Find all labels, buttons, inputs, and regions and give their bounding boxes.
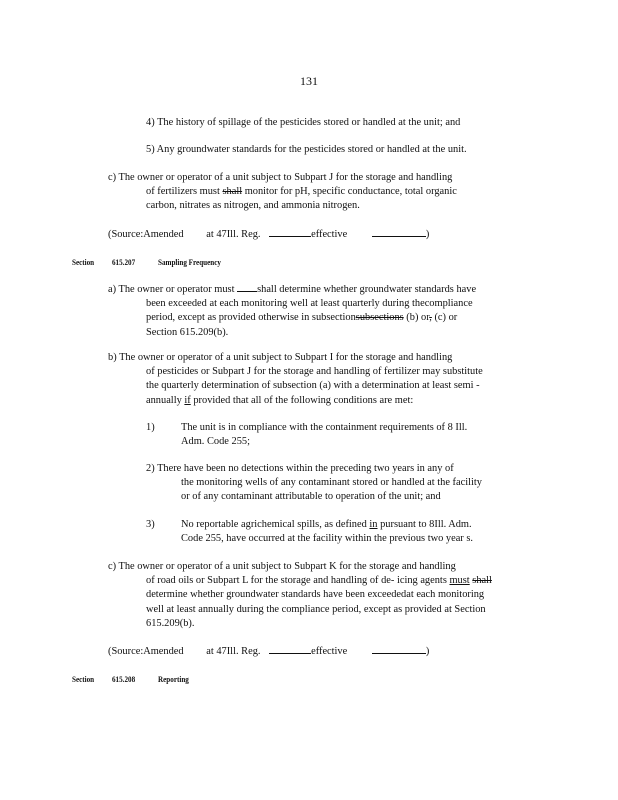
text: (c) or	[431, 312, 458, 324]
text: provided that all of the following conditions are met:	[190, 394, 414, 406]
text-line: 615.209(b).	[146, 617, 195, 629]
deleted-text: subsections	[355, 312, 404, 324]
condition-3-text	[181, 518, 473, 546]
text-line	[108, 394, 483, 408]
text-line: The unit is in compliance with the containment requirements of 8 Ill.	[181, 422, 468, 433]
text: a) The owner or operator must	[108, 284, 238, 295]
paragraph-b	[108, 351, 483, 408]
deleted-text: shall	[472, 575, 492, 587]
text-line: carbon, nitrates as nitrogen, and ammonia nitrogen.	[146, 200, 360, 212]
source-ill-reg: Ill. Reg.	[226, 229, 261, 240]
paragraph-c-fertilizers	[108, 171, 457, 214]
text-line: Adm. Code 255;	[181, 436, 250, 448]
section-title: Sampling Frequency	[158, 258, 221, 267]
text-line: been exceeded at each monitoring well at least quarterly during thecompliance	[146, 298, 473, 310]
text-line: or of any contaminant attributable to operation of the unit; and	[181, 491, 441, 503]
section-label: Section	[72, 675, 95, 684]
text-line: c) The owner or operator of a unit subject to Subpart K for the storage and handling	[108, 561, 456, 572]
source-effective: effective	[311, 646, 348, 657]
text-line: determine whether groundwater standards have been exceededat each monitoring	[146, 589, 485, 601]
text-line: of pesticides or Subpart J for the storage and handling of fertilizer may substitute	[146, 366, 483, 378]
paragraph-a	[108, 282, 476, 340]
source-at: at 47	[206, 646, 227, 657]
text-line: Code 255, have occurred at the facility within the previous two year s.	[181, 533, 474, 545]
section-number: 615.208	[112, 675, 136, 684]
text: of road oils or Subpart L for the storage and handling of de- icing agents	[146, 575, 450, 587]
text-line: c) The owner or operator of a unit subject to Subpart J for the storage and handling	[108, 172, 453, 183]
text: annually	[146, 394, 185, 406]
blank-line	[237, 282, 257, 292]
blank-line	[372, 227, 426, 237]
text-line	[108, 574, 492, 588]
text-line	[108, 185, 457, 199]
text-line: 2) There have been no detections within the preceding two years in any of	[146, 463, 454, 474]
inserted-text: if	[184, 394, 191, 406]
text: pursuant to 8Ill. Adm.	[377, 519, 472, 530]
source-ill-reg: Ill. Reg.	[226, 646, 261, 657]
text: No reportable agrichemical spills, as defined	[181, 519, 370, 530]
section-number: 615.207	[112, 258, 136, 267]
paragraph-c-road-oils	[108, 560, 492, 631]
text: shall determine whether groundwater standards have	[257, 284, 477, 295]
section-title: Reporting	[158, 675, 189, 684]
deleted-text: ,	[429, 312, 432, 324]
source-close: )	[425, 646, 430, 657]
source-effective: effective	[311, 229, 348, 240]
source-note	[108, 227, 429, 242]
list-item-4: 4) The history of spillage of the pesticides stored or handled at the unit; and	[146, 117, 461, 128]
text-line: Section 615.209(b).	[146, 326, 229, 338]
condition-2	[146, 462, 482, 505]
blank-line	[269, 227, 311, 237]
text-line	[108, 282, 476, 297]
text: (b) or	[403, 312, 430, 324]
text-line: b) The owner or operator of a unit subject to Subpart I for the storage and handling	[108, 352, 453, 363]
page-number: 131	[300, 74, 318, 88]
source-amended: Amended	[143, 646, 184, 657]
blank-line	[372, 644, 426, 654]
condition-1-text	[181, 421, 467, 449]
inserted-text: in	[369, 519, 378, 530]
text-line: the monitoring wells of any contaminant stored or handled at the facility	[181, 477, 482, 489]
text-line	[181, 518, 473, 532]
deleted-text: shall	[222, 186, 243, 198]
text: period, except as provided otherwise in subsection	[146, 312, 356, 324]
text-line: the quarterly determination of subsection (a) with a determination at least semi -	[146, 380, 480, 392]
source-close: )	[425, 229, 430, 240]
source-amended: Amended	[143, 229, 184, 240]
text-line: well at least annually during the compliance period, except as provided at Section	[146, 603, 486, 615]
source-prefix: (Source:	[108, 646, 144, 657]
condition-3-number: 3)	[146, 519, 155, 530]
source-prefix: (Source:	[108, 229, 144, 240]
text: of fertilizers must	[146, 186, 223, 198]
blank-line	[269, 644, 311, 654]
text-line	[108, 311, 476, 325]
condition-1-number: 1)	[146, 422, 155, 433]
text: monitor for pH, specific conductance, total organic	[242, 186, 457, 198]
source-note	[108, 644, 429, 659]
source-at: at 47	[206, 229, 227, 240]
inserted-text: must	[449, 575, 470, 587]
section-label: Section	[72, 258, 95, 267]
list-item-5: 5) Any groundwater standards for the pesticides stored or handled at the unit.	[146, 144, 467, 155]
